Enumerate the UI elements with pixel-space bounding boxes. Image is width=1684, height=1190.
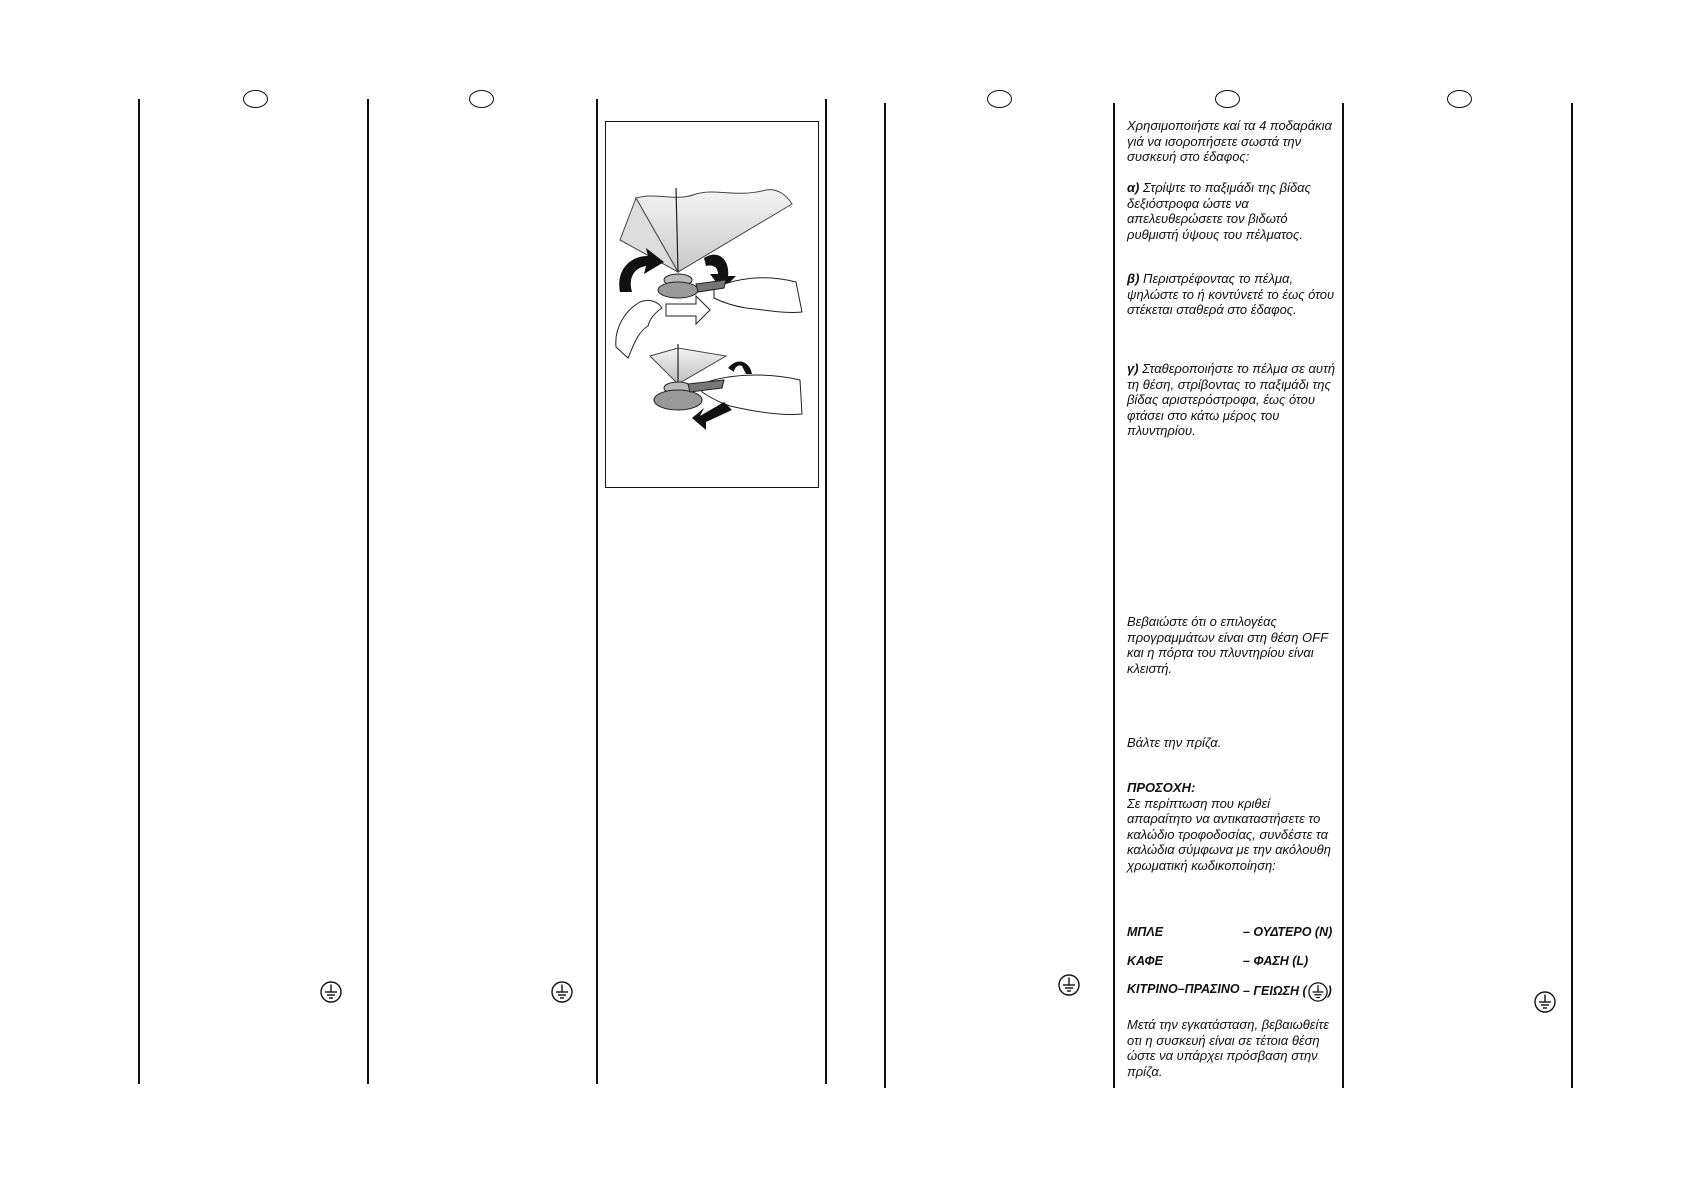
intro-text: Χρησιμοποιήστε καί τα 4 ποδαράκια γιά να ισοροπήσετε σωστά την συσκευή στο έδαφος:	[1127, 118, 1332, 164]
column-rule-3	[596, 99, 598, 1084]
column-rule-7	[1342, 103, 1344, 1088]
earth-ground-icon	[320, 981, 342, 1003]
language-mark-3	[987, 90, 1012, 108]
wire-meaning-label: – ΦΑΣΗ (L)	[1243, 954, 1309, 968]
earth-ground-icon	[1058, 974, 1080, 996]
column-rule-6	[1113, 103, 1115, 1088]
wire-meaning-label: – ΓΕΙΩΣΗ (	[1243, 984, 1307, 999]
warning-block	[1127, 780, 1337, 873]
after-install-text: Μετά την εγκατάσταση, βεβαιωθείτε οτι η συσκευή είναι σε τέτοια θέση ώστε να υπάρχει πρόσβαση στην πρίζα.	[1127, 1017, 1329, 1079]
levelling-feet-adjustment-illustration	[606, 122, 818, 487]
after-install-note	[1127, 1017, 1337, 1079]
check-off-note	[1127, 614, 1337, 676]
earth-ground-icon	[1534, 991, 1556, 1013]
wire-meaning-group	[1243, 982, 1332, 1002]
column-rule-8	[1571, 103, 1573, 1088]
step-b	[1127, 271, 1337, 318]
wire-meaning-label: – ΟΥΔΤΕΡΟ (N)	[1243, 925, 1333, 939]
language-mark-5	[1447, 90, 1472, 108]
step-b-label: β)	[1127, 271, 1140, 286]
column-rule-5	[884, 103, 886, 1088]
step-b-text: Περιστρέφοντας το πέλμα, ψηλώστε το ή κοντύνετέ το έως ότου στέκεται σταθερά στο έδαφος.	[1127, 271, 1335, 317]
column-rule-1	[138, 99, 140, 1084]
wire-color-label: ΚΑΦΕ	[1127, 954, 1163, 968]
check-off-text: Βεβαιώστε ότι ο επιλογέας προγραμμάτων είναι στη θέση OFF και η πόρτα του πλυντηρίου είναι κλειστή.	[1127, 614, 1328, 676]
earth-ground-icon	[1308, 982, 1328, 1002]
step-c	[1127, 361, 1337, 439]
warning-title: ΠΡΟΣΟΧΗ:	[1127, 780, 1196, 795]
step-a-text: Στρίψτε το παξιμάδι της βίδας δεξιόστροφα ώστε να απελευθερώσετε τον βιδωτό ρυθμιστή ύψους του πέλματος.	[1127, 180, 1311, 242]
language-mark-4	[1215, 90, 1240, 108]
column-rule-4	[825, 99, 827, 1084]
wire-meaning-suffix: )	[1327, 984, 1332, 999]
step-c-label: γ)	[1127, 361, 1139, 376]
language-mark-2	[469, 90, 494, 108]
step-c-text: Σταθεροποιήστε το πέλμα σε αυτή τη θέση, στρίβοντας το παξιμάδι της βίδας αριστερόστροφα, έως ότου φτάσει στο κάτω μέρος του πλυντηρίου.	[1127, 361, 1336, 438]
earth-ground-icon	[551, 981, 573, 1003]
wire-color-label: ΜΠΛΕ	[1127, 925, 1164, 939]
warning-text: Σε περίπτωση που κριθεί απαραίτητο να αντικαταστήσετε το καλώδιο τροφοδοσίας, συνδέστε τα καλώδια σύμφωνα με την ακόλουθη χρωματική κωδικοποίηση:	[1127, 795, 1331, 873]
levelling-feet-figure	[605, 121, 819, 488]
plug-in-note	[1127, 735, 1337, 751]
language-mark-1	[243, 90, 268, 108]
wire-color-label: ΚΙΤΡΙΝΟ–ΠΡΑΣΙΝΟ	[1127, 982, 1240, 996]
step-a-label: α)	[1127, 180, 1140, 195]
column-rule-2	[367, 99, 369, 1084]
step-a	[1127, 180, 1337, 242]
levelling-intro	[1127, 118, 1337, 165]
plug-in-text: Βάλτε την πρίζα.	[1127, 735, 1222, 750]
